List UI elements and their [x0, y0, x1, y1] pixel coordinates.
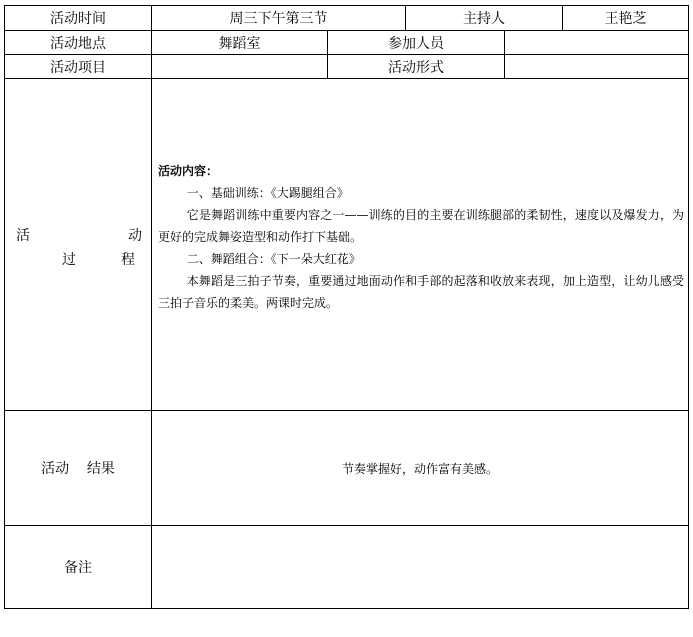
row-time	[5, 6, 689, 31]
participants-label: 参加人员	[328, 31, 505, 55]
form-label: 活动形式	[328, 55, 505, 79]
process-label-char-4: 程	[121, 252, 135, 268]
content-line-1: 一、基础训练：《大踢腿组合》	[186, 186, 349, 200]
content-line-2: 它是舞蹈训练中重要内容之一——训练的目的主要在训练腿部的柔韧性，速度以及爆发力，为更好的完成舞姿造型和动作打下基础。	[158, 208, 684, 244]
activity-record-sheet	[4, 5, 688, 612]
time-label: 活动时间	[5, 6, 152, 31]
remark-value	[152, 526, 689, 609]
host-value: 王艳芝	[563, 6, 689, 31]
host-label: 主持人	[406, 6, 563, 31]
row-result	[5, 411, 689, 526]
row-process	[5, 79, 689, 411]
item-value	[152, 55, 328, 79]
item-label: 活动项目	[5, 55, 152, 79]
process-content-cell	[152, 79, 689, 411]
content-line-3: 二、舞蹈组合：《下一朵大红花》	[186, 252, 361, 266]
remark-label: 备注	[5, 526, 152, 609]
result-label: 活动 结果	[5, 411, 152, 526]
row-item	[5, 55, 689, 79]
row-remark	[5, 526, 689, 609]
process-label-char-2: 动	[128, 228, 142, 244]
place-label: 活动地点	[5, 31, 152, 55]
participants-value	[505, 31, 689, 55]
content-heading: 活动内容：	[158, 164, 219, 178]
time-value: 周三下午第三节	[152, 6, 406, 31]
content-line-4: 本舞蹈是三拍子节奏，重要通过地面动作和手部的起落和收放来表现，加上造型，让幼儿感受三拍子音乐的柔美。两课时完成。	[158, 274, 684, 310]
result-text: 节奏掌握好，动作富有美感。	[152, 411, 689, 526]
place-value: 舞蹈室	[152, 31, 328, 55]
row-place	[5, 31, 689, 55]
process-label-char-3: 过	[62, 252, 76, 268]
form-value	[505, 55, 689, 79]
activity-record-table	[4, 5, 689, 609]
process-label-cell	[5, 79, 152, 411]
process-label-char-1: 活	[16, 228, 30, 244]
